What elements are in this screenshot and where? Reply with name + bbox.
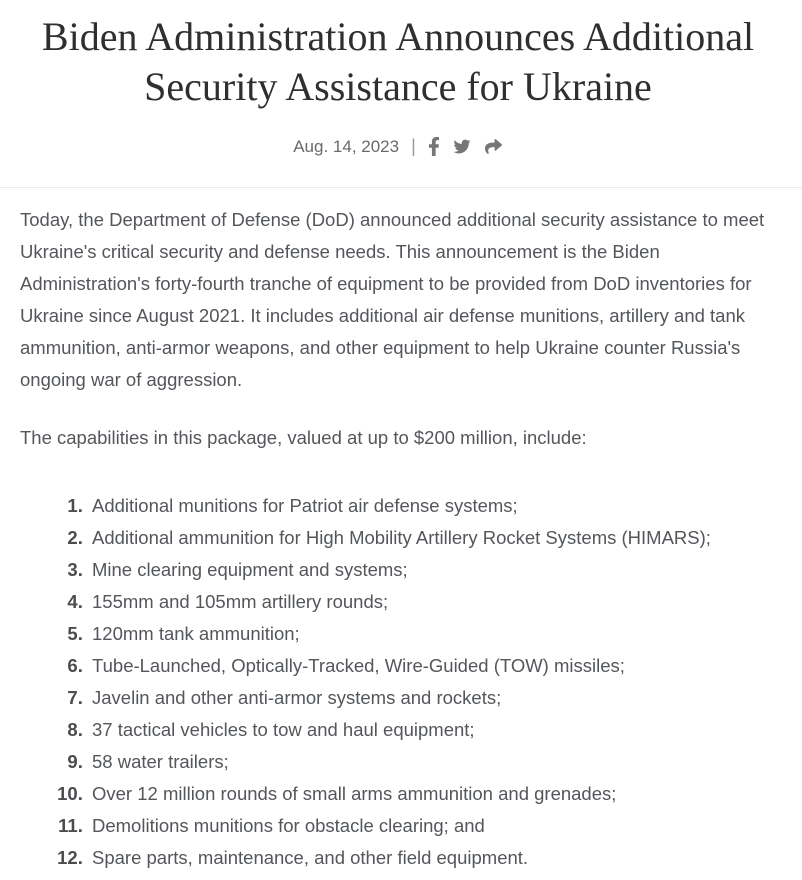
article-meta [20,136,776,157]
paragraph-intro: Today, the Department of Defense (DoD) announced additional security assistance to meet Ukraine's critical security and defense needs. This announcement is the Biden Administration's forty-fourth tranche of equipment to be provided from DoD inventories for Ukraine since August 2021. It includes additional air defense munitions, artillery and tank ammunition, anti-armor weapons, and other equipment to help Ukraine counter Russia's ongoing war of aggression. [20,209,765,390]
facebook-icon [428,137,440,156]
article-date: Aug. 14, 2023 [293,136,400,156]
list-item: 12. Spare parts, maintenance, and other field equipment. [88,842,776,874]
article-body [20,204,776,874]
capabilities-list [20,490,776,874]
list-item: 2. Additional ammunition for High Mobility Artillery Rocket Systems (HIMARS); [88,522,776,554]
paragraph-capabilities-lead: The capabilities in this package, valued at up to $200 million, include: [20,427,587,448]
facebook-share-button[interactable] [428,137,440,156]
page-title: Biden Administration Announces Additional Security Assistance for Ukraine [41,14,755,109]
list-item: 11. Demolitions munitions for obstacle clearing; and [88,810,776,842]
header-divider [0,187,802,188]
twitter-icon [452,138,472,155]
meta-separator: | [411,136,416,156]
list-item: 4. 155mm and 105mm artillery rounds; [88,586,776,618]
list-item: 5. 120mm tank ammunition; [88,618,776,650]
list-item: 9. 58 water trailers; [88,746,776,778]
list-item: 10. Over 12 million rounds of small arms ammunition and grenades; [88,778,776,810]
list-item: 7. Javelin and other anti-armor systems and rockets; [88,682,776,714]
twitter-share-button[interactable] [452,138,472,155]
share-icon [484,138,503,155]
list-item: 6. Tube-Launched, Optically-Tracked, Wire-Guided (TOW) missiles; [88,650,776,682]
article-header [20,12,776,157]
share-button[interactable] [484,138,503,155]
list-item: 1. Additional munitions for Patriot air defense systems; [88,490,776,522]
list-item: 8. 37 tactical vehicles to tow and haul equipment; [88,714,776,746]
list-item: 3. Mine clearing equipment and systems; [88,554,776,586]
share-icons-group [428,137,503,156]
